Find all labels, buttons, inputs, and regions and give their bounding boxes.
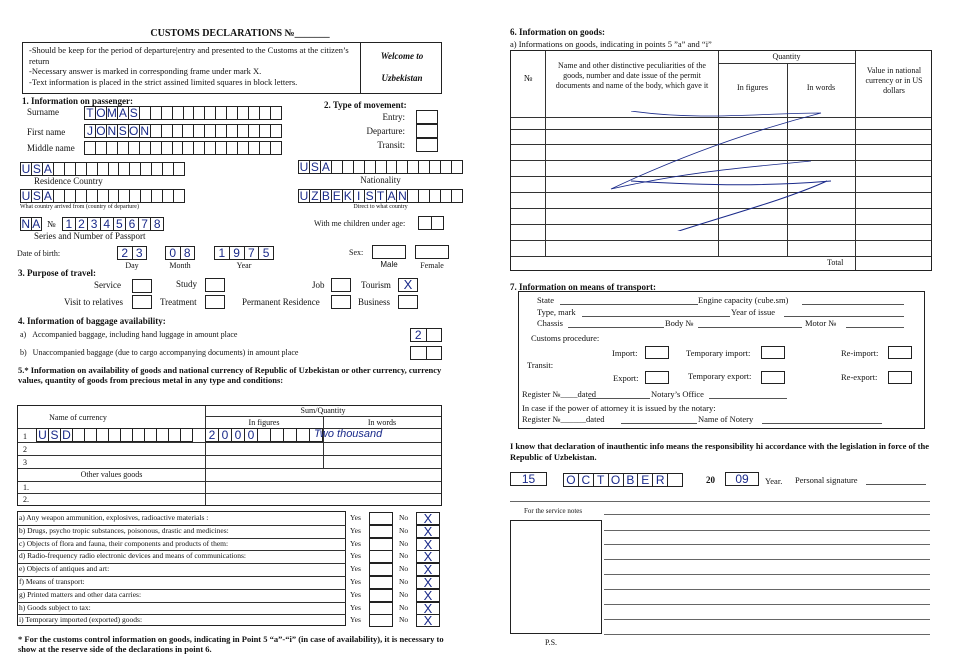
reexport-label: Re-export: bbox=[841, 372, 878, 382]
entry-label: Entry: bbox=[382, 112, 405, 122]
checklist-label: h) Goods subject to tax: bbox=[19, 602, 91, 612]
dob-label: Date of birth: bbox=[17, 249, 61, 258]
currency-cells[interactable]: U S D bbox=[36, 428, 205, 469]
motor-label: Motor № bbox=[805, 318, 837, 328]
section4-heading: 4. Information of baggage availability: bbox=[18, 316, 166, 326]
notes-line bbox=[604, 589, 930, 590]
dob-year-cells[interactable]: 1 9 7 5 bbox=[214, 246, 274, 260]
no-label: No bbox=[399, 589, 409, 599]
male-label: Male bbox=[380, 260, 398, 269]
no-checkbox[interactable]: X bbox=[416, 589, 440, 602]
footnote: * For the customs control information on goods, indicating in Point 5 “a”-“i” (in case of availability), it is necessary to show at the reserve side of the declarations in point 6. bbox=[18, 634, 444, 654]
treatment-label: Treatment bbox=[160, 297, 197, 307]
words-value[interactable]: Two thousand bbox=[314, 428, 383, 440]
figures-cells[interactable]: 2 0 0 0 bbox=[205, 428, 323, 442]
firstname-label: First name bbox=[27, 127, 66, 137]
yes-checkbox[interactable] bbox=[369, 614, 393, 627]
passport-series-cells[interactable]: N A bbox=[21, 217, 41, 231]
export-label: Export: bbox=[613, 373, 639, 383]
sex-label: Sex: bbox=[349, 248, 364, 257]
checklist-label: b) Drugs, psycho tropic substances, poisonous, drastic and medicines: bbox=[19, 525, 229, 535]
surname-label: Surname bbox=[27, 107, 59, 117]
yes-label: Yes bbox=[350, 602, 361, 612]
temp-import-label: Temporary import: bbox=[686, 348, 751, 358]
no-label: No bbox=[399, 513, 409, 522]
other-row-2: 2. bbox=[23, 495, 29, 504]
section6-subheading: a) Informations on goods, indicating in points 5 ”a” and “i” bbox=[510, 39, 712, 49]
yes-checkbox[interactable] bbox=[369, 563, 393, 576]
yes-label: Yes bbox=[350, 551, 361, 561]
service-checkbox[interactable] bbox=[132, 279, 152, 293]
yes-label: Yes bbox=[350, 564, 361, 574]
study-checkbox[interactable] bbox=[205, 278, 225, 292]
visit-label: Visit to relatives bbox=[64, 297, 123, 307]
section3-heading: 3. Purpose of travel: bbox=[18, 268, 96, 278]
col-figures-header: In figures bbox=[248, 418, 280, 427]
attorney-label: In case if the power of attorney it is issued by the notary: bbox=[522, 403, 716, 413]
passport-no-label: № bbox=[47, 219, 56, 229]
passport-label: Series and Number of Passport bbox=[34, 231, 146, 241]
other-values-label: Other values goods bbox=[80, 470, 143, 479]
baggage-b-cells[interactable] bbox=[410, 346, 442, 360]
notes-line bbox=[604, 634, 930, 635]
passport-number-cells[interactable]: 1 2 3 4 5 6 7 8 bbox=[62, 217, 164, 231]
row-number-2: 2 bbox=[23, 445, 27, 454]
service-notes-label: For the service notes bbox=[524, 507, 583, 515]
section2-heading: 2. Type of movement: bbox=[324, 100, 407, 110]
reimport-label: Re-import: bbox=[841, 348, 879, 358]
arrived-cells[interactable]: U S A bbox=[20, 189, 185, 203]
job-checkbox[interactable] bbox=[331, 278, 351, 292]
transit-checkbox[interactable] bbox=[416, 138, 438, 152]
children-label: With me children under age: bbox=[314, 219, 406, 228]
year-issue-label: Year of issue bbox=[731, 307, 775, 317]
instruction-1: -Should be keep for the period of departure|entry and presented to the Customs at the citizen’s return bbox=[29, 45, 349, 66]
firstname-cells[interactable]: J O N S O N bbox=[84, 124, 282, 138]
register1-label: Register №____dated bbox=[522, 389, 596, 399]
yes-checkbox[interactable] bbox=[369, 602, 393, 615]
business-label: Business bbox=[358, 297, 391, 307]
arrived-label: What country arrived from (country of departure) bbox=[20, 204, 139, 210]
yes-label: Yes bbox=[350, 577, 361, 586]
yes-label: Yes bbox=[350, 615, 361, 625]
checklist-label: d) Radio-frequency radio electronic devices and means of communications: bbox=[19, 551, 246, 561]
sign-day-cell[interactable]: 15 bbox=[510, 472, 547, 486]
col-currency-header: Name of currency bbox=[49, 413, 107, 422]
yes-label: Yes bbox=[350, 538, 361, 548]
goods-col-quantity: Quantity bbox=[772, 52, 801, 61]
goods-total-label: Total bbox=[827, 258, 844, 267]
middlename-label: Middle name bbox=[27, 143, 75, 153]
instruction-3: -Text information is placed in the strict assined limited squares in block letters. bbox=[29, 76, 298, 87]
checklist-label: a) Any weapon ammunition, explosives, radioactive materials : bbox=[19, 513, 209, 522]
permanent-checkbox[interactable] bbox=[331, 295, 351, 309]
no-label: No bbox=[399, 602, 409, 612]
year-suffix-label: Year. bbox=[765, 476, 783, 486]
procedure-label: Customs procedure: bbox=[531, 333, 600, 343]
state-label: State bbox=[537, 295, 554, 305]
temp-export-label: Temporary export: bbox=[688, 371, 752, 381]
col-words-header: In words bbox=[367, 418, 397, 427]
chassis-label: Chassis bbox=[537, 318, 563, 328]
yes-checkbox[interactable] bbox=[369, 538, 393, 551]
no-label: No bbox=[399, 538, 409, 548]
export-checkbox[interactable] bbox=[645, 371, 669, 384]
section6-heading: 6. Information on goods: bbox=[510, 27, 606, 37]
no-checkbox[interactable]: X bbox=[416, 512, 440, 525]
goods-col-value: Value in national currency or in US dollars bbox=[865, 66, 923, 95]
no-checkbox[interactable]: X bbox=[416, 550, 440, 563]
yes-label: Yes bbox=[350, 513, 361, 522]
notes-line bbox=[604, 619, 930, 620]
no-checkbox[interactable]: X bbox=[416, 563, 440, 576]
declaration-text: I know that declaration of inauthentic info means the responsibility hi accordance with the legislation in force of the Republic of Uzbekistan. bbox=[510, 441, 930, 462]
checklist-label: g) Printed matters and other data carries: bbox=[19, 589, 142, 599]
female-label: Female bbox=[420, 261, 444, 270]
reimport-checkbox[interactable] bbox=[888, 346, 912, 359]
notary-office-label: Notary’s Office bbox=[651, 389, 704, 399]
notes-line bbox=[604, 559, 930, 560]
import-checkbox[interactable] bbox=[645, 346, 669, 359]
goods-table bbox=[510, 50, 932, 271]
yes-label: Yes bbox=[350, 525, 361, 535]
instructions-box bbox=[22, 42, 442, 94]
male-checkbox[interactable] bbox=[372, 245, 406, 259]
dob-month-cells[interactable]: 0 8 bbox=[165, 246, 195, 260]
notes-line bbox=[604, 604, 930, 605]
strike-through-scribble bbox=[511, 111, 855, 231]
body-label: Body № bbox=[665, 318, 694, 328]
direct-cells[interactable]: U Z B E K I S T A N bbox=[298, 189, 463, 203]
entry-checkbox[interactable] bbox=[416, 110, 438, 124]
service-label: Service bbox=[94, 280, 121, 290]
page-title: CUSTOMS DECLARATIONS №_______ bbox=[150, 28, 330, 39]
sign-century: 20 bbox=[706, 475, 715, 485]
no-label: No bbox=[399, 577, 409, 586]
day-label: Day bbox=[125, 261, 139, 270]
engine-label: Engine capacity (cube.sm) bbox=[698, 295, 789, 305]
business-checkbox[interactable] bbox=[398, 295, 418, 309]
yes-checkbox[interactable] bbox=[369, 512, 393, 525]
no-label: No bbox=[399, 615, 409, 625]
month-label: Month bbox=[169, 261, 191, 270]
nationality-cells[interactable]: U S A bbox=[298, 160, 463, 174]
section5-heading: 5.* Information on availability of goods and national currency of Republic of Uzbekistan or other currency, currency values, quantity of goods from precious metal in any type and conditions: bbox=[18, 365, 442, 385]
no-label: No bbox=[399, 525, 409, 535]
no-checkbox[interactable]: X bbox=[416, 614, 440, 627]
year-label: Year bbox=[236, 261, 252, 270]
ps-label: P.S. bbox=[545, 638, 558, 647]
departure-checkbox[interactable] bbox=[416, 124, 438, 138]
temp-import-checkbox[interactable] bbox=[761, 346, 785, 359]
checklist-label: f) Means of transport: bbox=[19, 577, 85, 586]
row-number-3: 3 bbox=[23, 458, 27, 467]
notary-name-label: Name of Notery bbox=[698, 414, 754, 424]
residence-cells[interactable]: U S A bbox=[20, 162, 185, 176]
no-label: No bbox=[399, 551, 409, 561]
temp-export-checkbox[interactable] bbox=[761, 371, 785, 384]
permanent-label: Permanent Residence bbox=[242, 297, 320, 307]
visit-checkbox[interactable] bbox=[132, 295, 152, 309]
baggage-b-label: b) Unaccompanied baggage (due to cargo accompanying documents) in amount place bbox=[20, 348, 299, 357]
nationality-label: Nationality bbox=[360, 175, 401, 185]
tourism-label: Tourism bbox=[361, 280, 391, 290]
yes-label: Yes bbox=[350, 589, 361, 599]
tourism-checkbox[interactable]: X bbox=[398, 278, 418, 292]
signature-label: Personal signature bbox=[795, 475, 858, 485]
currency-table bbox=[17, 405, 442, 506]
checklist-label: e) Objects of antiques and art: bbox=[19, 564, 110, 574]
no-checkbox[interactable]: X bbox=[416, 576, 440, 589]
departure-label: Departure: bbox=[366, 126, 405, 136]
middlename-cells[interactable] bbox=[84, 141, 282, 155]
goods-col-name: Name and other distinctive peculiarities of the goods, number and date issue of the permit documents and name of the body, which gave it bbox=[555, 61, 709, 90]
row-number-1: 1 bbox=[23, 432, 27, 441]
instruction-2: -Necessary answer is marked in corresponding frame under mark X. bbox=[29, 66, 262, 76]
welcome-line-2: Uzbekistan bbox=[381, 73, 423, 83]
service-notes-box bbox=[510, 520, 602, 634]
notes-line bbox=[604, 544, 930, 545]
direct-label: Direct to what country bbox=[353, 204, 408, 210]
sign-month-cells[interactable]: O C T O B E R bbox=[563, 473, 683, 487]
baggage-a-cells[interactable]: 2 bbox=[410, 328, 442, 342]
no-checkbox[interactable]: X bbox=[416, 602, 440, 615]
no-label: No bbox=[399, 564, 409, 574]
yes-checkbox[interactable] bbox=[369, 576, 393, 589]
goods-col-words: In words bbox=[806, 83, 836, 92]
baggage-a-label: a) Accompanied baggage, including hand luggage in amount place bbox=[20, 330, 238, 339]
goods-col-no: № bbox=[523, 73, 533, 83]
residence-label: Residence Country bbox=[34, 176, 103, 186]
goods-col-figures: In figures bbox=[737, 83, 768, 92]
col-sum-header: Sum/Quantity bbox=[300, 406, 346, 415]
surname-cells[interactable]: T O M A S bbox=[84, 106, 282, 120]
type-label: Type, mark bbox=[537, 307, 576, 317]
job-label: Job bbox=[312, 280, 325, 290]
children-cells[interactable] bbox=[418, 216, 444, 230]
other-row-1: 1. bbox=[23, 483, 29, 492]
sign-year-cell[interactable]: 09 bbox=[725, 472, 759, 486]
welcome-line-1: Welcome to bbox=[380, 51, 424, 61]
study-label: Study bbox=[176, 279, 198, 289]
register2-label: Register №______dated bbox=[522, 414, 605, 424]
notes-line bbox=[604, 530, 930, 531]
yes-checkbox[interactable] bbox=[369, 525, 393, 538]
no-checkbox[interactable]: X bbox=[416, 525, 440, 538]
yes-checkbox[interactable] bbox=[369, 589, 393, 602]
reexport-checkbox[interactable] bbox=[888, 371, 912, 384]
treatment-checkbox[interactable] bbox=[205, 295, 225, 309]
checklist-label: i) Temporary imported (exported) goods: bbox=[19, 615, 143, 625]
notes-line bbox=[604, 514, 930, 515]
transit-label: Transit: bbox=[377, 140, 405, 150]
no-checkbox[interactable]: X bbox=[416, 538, 440, 551]
yes-checkbox[interactable] bbox=[369, 550, 393, 563]
import-label: Import: bbox=[612, 348, 638, 358]
dob-day-cells[interactable]: 2 3 bbox=[117, 246, 147, 260]
transport-transit-label: Transit: bbox=[527, 360, 554, 370]
checklist-label: c) Objects of flora and fauna, their components and products of them: bbox=[19, 538, 229, 548]
section1-heading: 1. Information on passenger: bbox=[22, 96, 134, 106]
notes-line bbox=[604, 574, 930, 575]
female-checkbox[interactable] bbox=[415, 245, 449, 259]
section7-heading: 7. Information on means of transport: bbox=[510, 282, 656, 292]
